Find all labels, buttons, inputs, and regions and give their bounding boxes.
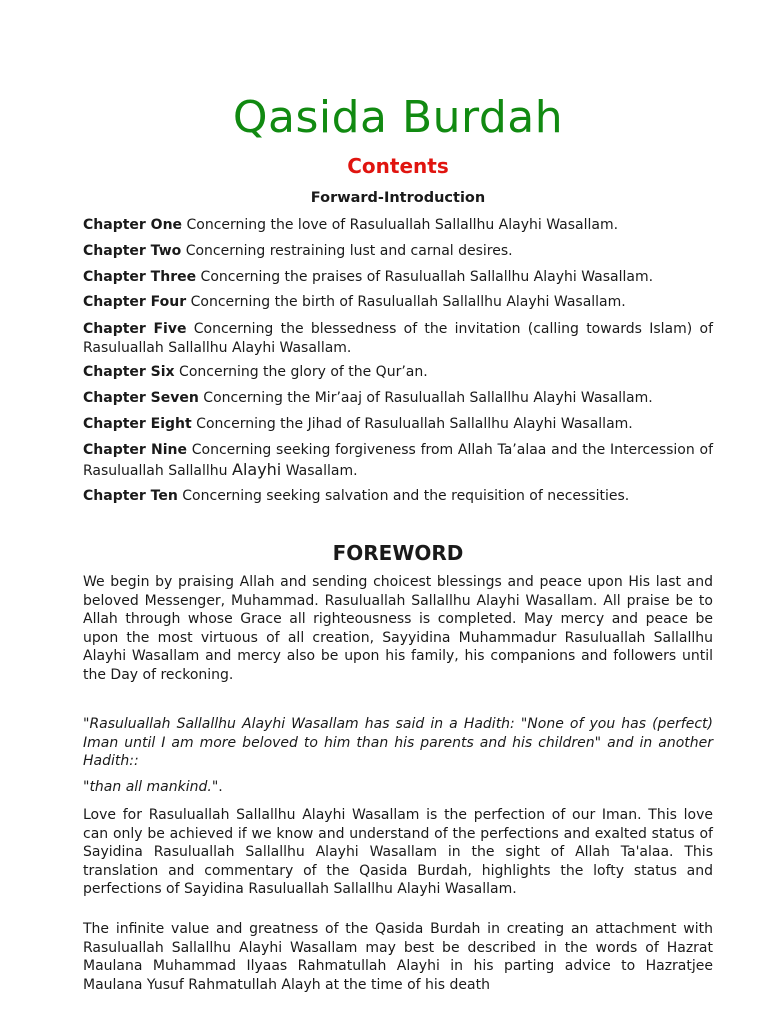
- chapter-two: [83, 242, 713, 261]
- chapter-name: Chapter Five: [83, 321, 187, 337]
- chapter-five: [83, 320, 713, 358]
- chapter-ten: [83, 487, 713, 506]
- hadith-quote-2: [83, 778, 713, 797]
- foreword-paragraph-2: Love for Rasuluallah Sallallhu Alayhi Wasallam is the perfection of our Iman. This love can only be achieved if we know and understand of the perfections and exalted status of Sayidina Rasuluallah Sallallhu Alayhi Wasallam in the sight of Allah Ta'alaa. This translation and commentary of the Qasida Burdah, highlights the lofty status and perfections of Sayidina Rasuluallah Sallallhu Alayhi Wasallam.: [83, 807, 713, 898]
- chapter-name: Chapter One: [83, 217, 183, 233]
- hadith-quote-2-end: ".: [211, 779, 223, 795]
- contents-heading: Contents: [347, 154, 449, 178]
- foreword-paragraph-3: The infinite value and greatness of the Qasida Burdah in creating an attachment with Rasuluallah Sallallhu Alayhi Wasallam may best be described in the words of Hazrat Maulana Muhammad Ilyaas Rahmatullah Alayhi in his parting advice to Hazratjee Maulana Yusuf Rahmatullah Alayh at the time of his death: [83, 921, 713, 993]
- chapter-name: Chapter Six: [83, 364, 175, 380]
- intro-line: Forward-Introduction: [310, 190, 486, 206]
- hadith-quote-2-text: "than all mankind.: [83, 779, 212, 795]
- foreword-heading: FOREWORD: [332, 541, 464, 565]
- chapter-description-emphasis: Alayhi: [232, 460, 282, 479]
- chapter-name: Chapter Three: [83, 269, 197, 285]
- hadith-quote-mark: ": [594, 734, 602, 751]
- chapter-description: Concerning the blessedness of the invitation (calling towards Islam) of Rasuluallah Sallallhu Alayhi Wasallam.: [83, 321, 713, 356]
- chapter-name: Chapter Ten: [83, 488, 178, 504]
- chapter-description: Concerning seeking salvation and the requisition of necessities.: [182, 488, 630, 504]
- chapter-eight: [83, 415, 713, 434]
- hadith-quote-text: "Rasuluallah Sallallhu Alayhi Wasallam has said in a Hadith: "None of you has (perfect) Iman until I am more beloved to him than his parents and his children: [83, 716, 713, 751]
- chapter-description: Concerning the praises of Rasuluallah Sallallhu Alayhi Wasallam.: [200, 269, 654, 285]
- chapter-four: [83, 293, 713, 312]
- chapter-name: Chapter Seven: [83, 390, 199, 406]
- chapter-six: [83, 363, 713, 382]
- chapter-name: Chapter Eight: [83, 416, 192, 432]
- chapter-description: Concerning seeking forgiveness from Allah Ta’alaa and the Intercession of Rasuluallah Sallallhu: [83, 442, 714, 479]
- chapter-description: Concerning the birth of Rasuluallah Sallallhu Alayhi Wasallam.: [190, 294, 626, 310]
- chapter-name: Chapter Four: [83, 294, 187, 310]
- chapter-description: Concerning the love of Rasuluallah Sallallhu Alayhi Wasallam.: [186, 217, 619, 233]
- chapter-description: Concerning the Jihad of Rasuluallah Sallallhu Alayhi Wasallam.: [196, 416, 633, 432]
- chapter-description: Concerning the Mir’aaj of Rasuluallah Sallallhu Alayhi Wasallam.: [203, 390, 653, 406]
- document-title: Qasida Burdah: [232, 92, 564, 143]
- chapter-one: [83, 216, 713, 235]
- hadith-quote: [83, 715, 713, 771]
- chapter-seven: [83, 389, 713, 408]
- chapter-description: Concerning the glory of the Qur’an.: [179, 364, 428, 380]
- chapter-three: [83, 268, 713, 287]
- chapter-description-end: Wasallam.: [285, 463, 358, 479]
- chapter-name: Chapter Nine: [83, 442, 187, 458]
- foreword-paragraph-1: We begin by praising Allah and sending choicest blessings and peace upon His last and beloved Messenger, Muhammad. Rasuluallah Sallallhu Alayhi Wasallam. All praise be to Allah through whose Grace all righteousness is completed. May mercy and peace be upon the most virtuous of all creation, Sayyidina Muhammadur Rasuluallah Sallallhu Alayhi Wasallam and mercy also be upon his family, his companions and followers until the Day of reckoning.: [83, 574, 713, 683]
- hadith-quote-continuation: and in another Hadith::: [83, 734, 714, 770]
- chapter-name: Chapter Two: [83, 243, 182, 259]
- chapter-nine: [83, 441, 713, 481]
- chapter-description: Concerning restraining lust and carnal desires.: [185, 243, 513, 259]
